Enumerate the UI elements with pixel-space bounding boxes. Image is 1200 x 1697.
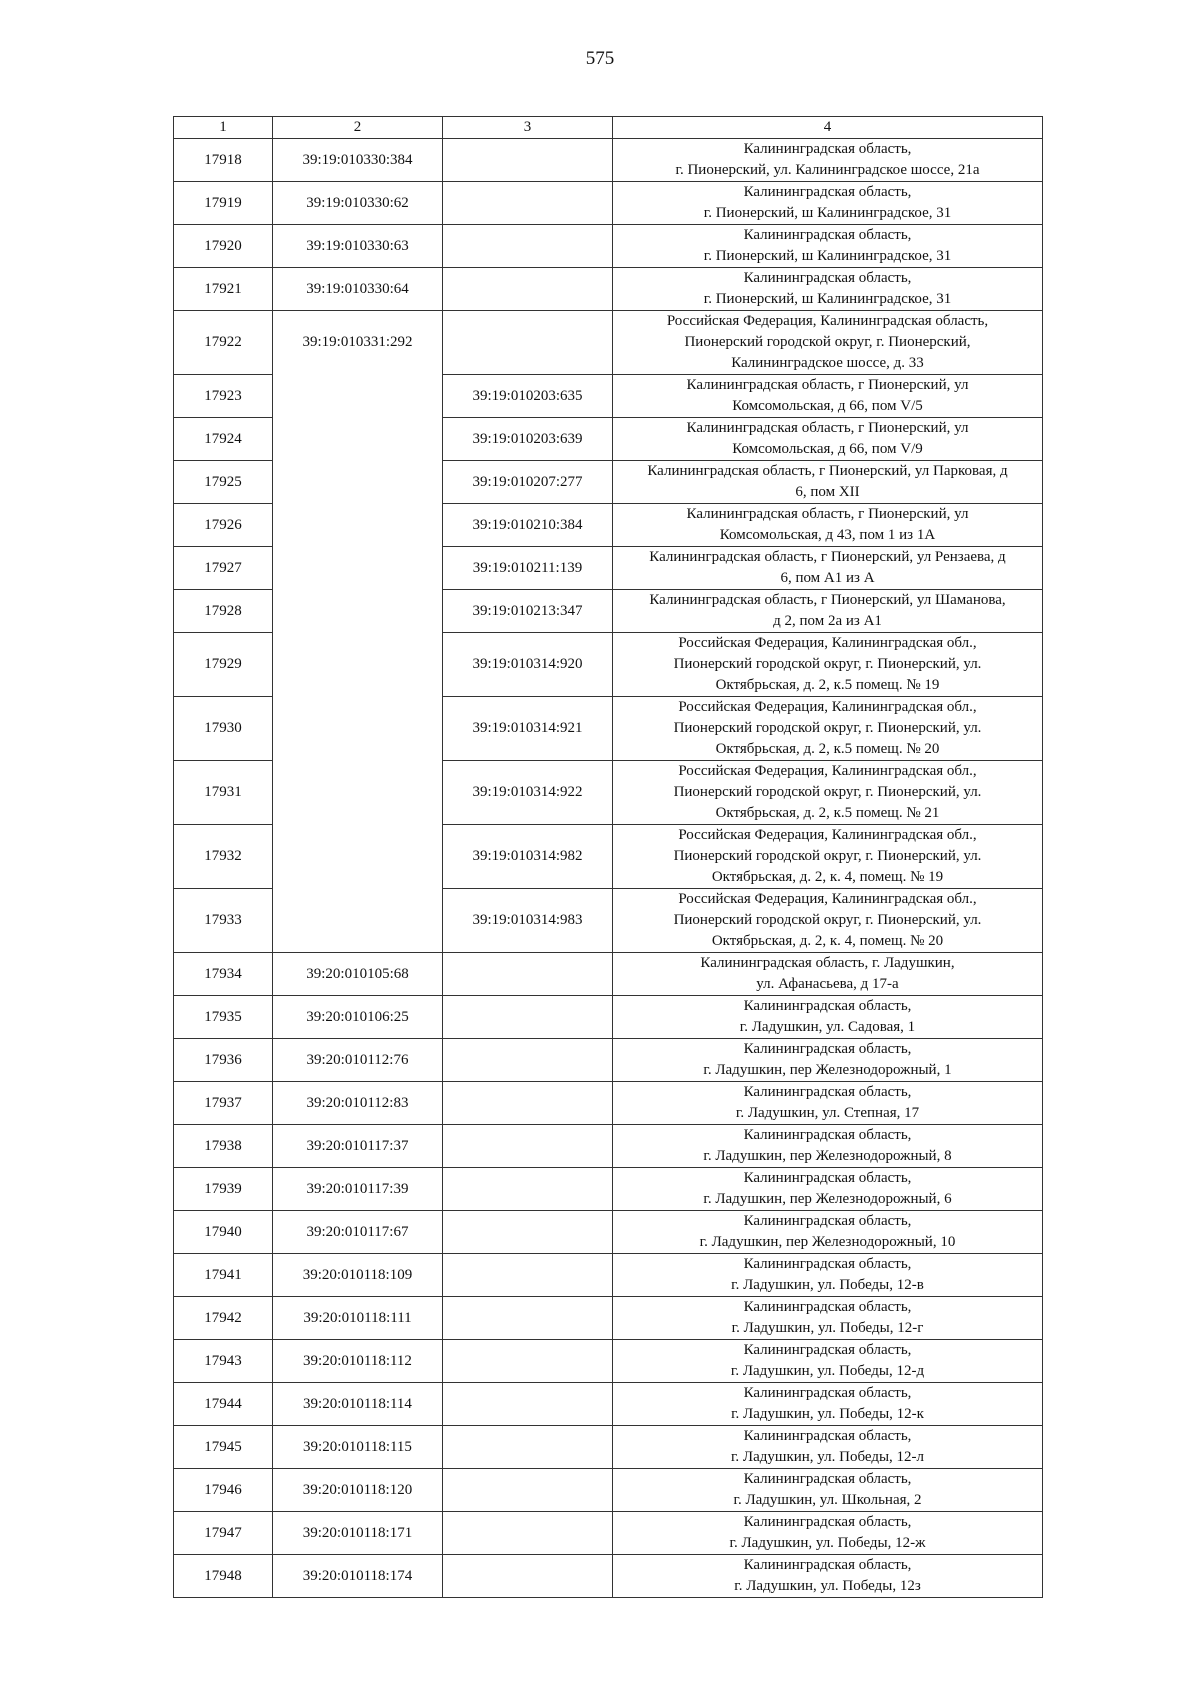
table-row [174, 996, 1043, 1039]
parent-number-cell [443, 953, 613, 996]
row-number-cell: 17922 [174, 311, 273, 375]
row-number-cell: 17944 [174, 1383, 273, 1426]
address-line: г. Ладушкин, пер Железнодорожный, 8 [703, 1148, 952, 1164]
cadastral-number-cell: 39:20:010118:109 [273, 1254, 443, 1297]
address-line: д 2, пом 2а из А1 [773, 613, 882, 629]
table-row [174, 1555, 1043, 1598]
row-number-cell: 17943 [174, 1340, 273, 1383]
parent-number-cell: 39:19:010213:347 [443, 590, 613, 633]
table-row [174, 953, 1043, 996]
address-cell [613, 590, 1043, 633]
row-number-cell: 17918 [174, 139, 273, 182]
address-cell [613, 1082, 1043, 1125]
address-cell [613, 375, 1043, 418]
table-row [174, 1125, 1043, 1168]
parent-number-cell [443, 1512, 613, 1555]
address-line: Калининградская область, г Пионерский, ул [686, 377, 969, 393]
row-number-cell: 17946 [174, 1469, 273, 1512]
address-line: Калининградская область, [743, 141, 912, 157]
address-line: г. Ладушкин, ул. Победы, 12-л [730, 1449, 925, 1465]
parent-number-cell [443, 311, 613, 375]
column-header: 1 [174, 117, 273, 139]
cadastral-number-cell: 39:19:010330:62 [273, 182, 443, 225]
row-number-cell: 17924 [174, 418, 273, 461]
address-line: Пионерский городской округ, г. Пионерский, ул. [673, 784, 982, 800]
row-number-cell: 17945 [174, 1426, 273, 1469]
address-cell [613, 1211, 1043, 1254]
address-line: Калининградская область, [743, 1084, 912, 1100]
table-row [174, 1512, 1043, 1555]
parent-number-cell [443, 139, 613, 182]
address-line: Калининградская область, г Пионерский, ул [686, 420, 969, 436]
column-header: 3 [443, 117, 613, 139]
parent-number-cell [443, 1469, 613, 1512]
address-line: Комсомольская, д 66, пом V/5 [732, 398, 923, 414]
cadastral-number-text: 39:19:010331:292 [302, 334, 413, 350]
address-cell [613, 1297, 1043, 1340]
row-number-cell: 17931 [174, 761, 273, 825]
address-cell [613, 697, 1043, 761]
address-line: Российская Федерация, Калининградская обл., [678, 635, 977, 651]
row-number-cell: 17921 [174, 268, 273, 311]
address-line: ул. Афанасьева, д 17-а [756, 976, 899, 992]
address-line: Калининградская область, [743, 1213, 912, 1229]
address-line: Калининградская область, [743, 1514, 912, 1530]
address-line: Российская Федерация, Калининградская обл., [678, 827, 977, 843]
address-cell [613, 1340, 1043, 1383]
address-line: Калининградская область, [743, 1256, 912, 1272]
table-row [174, 311, 1043, 375]
table-row [174, 1254, 1043, 1297]
address-line: 6, пом XII [795, 484, 860, 500]
address-line: г. Ладушкин, пер Железнодорожный, 10 [699, 1234, 956, 1250]
address-line: Калининградская область, [743, 1428, 912, 1444]
parent-number-cell [443, 1039, 613, 1082]
address-cell [613, 1168, 1043, 1211]
address-cell [613, 139, 1043, 182]
table-row [174, 139, 1043, 182]
address-line: г. Ладушкин, ул. Победы, 12з [734, 1578, 921, 1594]
address-line: Российская Федерация, Калининградская область, [666, 313, 989, 329]
address-line: Октябрьская, д. 2, к. 4, помещ. № 20 [711, 933, 944, 949]
table-body [174, 139, 1043, 1598]
address-line: Калининградская область, [743, 1299, 912, 1315]
cadastral-number-cell: 39:19:010330:384 [273, 139, 443, 182]
parent-number-cell [443, 1082, 613, 1125]
cadastral-number-cell: 39:20:010118:115 [273, 1426, 443, 1469]
table-header-row [174, 117, 1043, 139]
row-number-cell: 17940 [174, 1211, 273, 1254]
address-cell [613, 889, 1043, 953]
parent-number-cell: 39:19:010314:982 [443, 825, 613, 889]
address-line: 6, пом А1 из А [780, 570, 875, 586]
row-number-cell: 17926 [174, 504, 273, 547]
address-cell [613, 268, 1043, 311]
address-cell [613, 1383, 1043, 1426]
cadastral-number-cell: 39:20:010117:37 [273, 1125, 443, 1168]
address-line: Калининградская область, [743, 998, 912, 1014]
cadastral-table [173, 116, 1043, 1598]
parent-number-cell: 39:19:010203:635 [443, 375, 613, 418]
address-cell [613, 547, 1043, 590]
address-line: Октябрьская, д. 2, к.5 помещ. № 21 [715, 805, 940, 821]
address-line: г. Ладушкин, пер Железнодорожный, 1 [703, 1062, 952, 1078]
address-line: г. Ладушкин, ул. Победы, 12-в [731, 1277, 924, 1293]
address-cell [613, 953, 1043, 996]
table-row [174, 268, 1043, 311]
parent-number-cell: 39:19:010314:920 [443, 633, 613, 697]
address-line: Калининградская область, [743, 1170, 912, 1186]
address-cell [613, 761, 1043, 825]
parent-number-cell: 39:19:010314:921 [443, 697, 613, 761]
parent-number-cell: 39:19:010211:139 [443, 547, 613, 590]
row-number-cell: 17947 [174, 1512, 273, 1555]
address-line: г. Ладушкин, ул. Победы, 12-к [731, 1406, 924, 1422]
address-cell [613, 825, 1043, 889]
row-number-cell: 17925 [174, 461, 273, 504]
address-line: г. Ладушкин, ул. Победы, 12-г [731, 1320, 924, 1336]
address-line: Октябрьская, д. 2, к.5 помещ. № 19 [715, 677, 940, 693]
row-number-cell: 17942 [174, 1297, 273, 1340]
address-line: Пионерский городской округ, г. Пионерский, ул. [673, 720, 982, 736]
parent-number-cell [443, 1297, 613, 1340]
parent-number-cell [443, 182, 613, 225]
cadastral-number-cell: 39:19:010330:63 [273, 225, 443, 268]
parent-number-cell [443, 1125, 613, 1168]
table-row [174, 1426, 1043, 1469]
parent-number-cell: 39:19:010203:639 [443, 418, 613, 461]
address-line: г. Пионерский, ул. Калининградское шоссе, 21а [675, 162, 980, 178]
address-line: Калининградская область, [743, 227, 912, 243]
table-row [174, 1211, 1043, 1254]
parent-number-cell [443, 1211, 613, 1254]
parent-number-cell: 39:19:010207:277 [443, 461, 613, 504]
address-cell [613, 633, 1043, 697]
address-line: Калининградская область, [743, 1557, 912, 1573]
address-cell [613, 1469, 1043, 1512]
address-line: Калининградское шоссе, д. 33 [731, 355, 924, 371]
address-line: г. Ладушкин, ул. Школьная, 2 [733, 1492, 922, 1508]
address-line: г. Ладушкин, ул. Победы, 12-ж [729, 1535, 926, 1551]
parent-number-cell [443, 1426, 613, 1469]
address-line: г. Пионерский, ш Калининградское, 31 [703, 291, 952, 307]
address-line: Калининградская область, [743, 1471, 912, 1487]
row-number-cell: 17923 [174, 375, 273, 418]
address-line: Калининградская область, г Пионерский, ул Шаманова, [649, 592, 1006, 608]
address-line: г. Пионерский, ш Калининградское, 31 [703, 205, 952, 221]
row-number-cell: 17935 [174, 996, 273, 1039]
table-row [174, 1383, 1043, 1426]
parent-number-cell [443, 225, 613, 268]
table-row [174, 225, 1043, 268]
cadastral-number-cell: 39:20:010112:76 [273, 1039, 443, 1082]
table-row [174, 1039, 1043, 1082]
table-row [174, 1469, 1043, 1512]
parent-number-cell [443, 268, 613, 311]
row-number-cell: 17919 [174, 182, 273, 225]
row-number-cell: 17933 [174, 889, 273, 953]
address-cell [613, 996, 1043, 1039]
address-line: г. Пионерский, ш Калининградское, 31 [703, 248, 952, 264]
address-line: Калининградская область, [743, 184, 912, 200]
address-line: Калининградская область, [743, 1342, 912, 1358]
address-line: Российская Федерация, Калининградская обл., [678, 891, 977, 907]
cadastral-number-cell: 39:20:010118:111 [273, 1297, 443, 1340]
address-line: Калининградская область, [743, 1385, 912, 1401]
address-cell [613, 461, 1043, 504]
cadastral-number-cell: 39:20:010117:39 [273, 1168, 443, 1211]
parent-number-cell [443, 1383, 613, 1426]
address-cell [613, 1039, 1043, 1082]
cadastral-number-cell: 39:20:010118:174 [273, 1555, 443, 1598]
address-line: Комсомольская, д 43, пом 1 из 1А [719, 527, 936, 543]
row-number-cell: 17936 [174, 1039, 273, 1082]
row-number-cell: 17927 [174, 547, 273, 590]
row-number-cell: 17939 [174, 1168, 273, 1211]
address-line: г. Ладушкин, ул. Победы, 12-д [730, 1363, 925, 1379]
address-cell [613, 1125, 1043, 1168]
address-cell [613, 311, 1043, 375]
cadastral-number-cell: 39:19:010330:64 [273, 268, 443, 311]
address-line: Российская Федерация, Калининградская обл., [678, 763, 977, 779]
address-line: Калининградская область, г Пионерский, ул [686, 506, 969, 522]
address-cell [613, 1512, 1043, 1555]
row-number-cell: 17948 [174, 1555, 273, 1598]
cadastral-number-cell: 39:20:010118:171 [273, 1512, 443, 1555]
address-line: Пионерский городской округ, г. Пионерский, ул. [673, 656, 982, 672]
row-number-cell: 17937 [174, 1082, 273, 1125]
row-number-cell: 17934 [174, 953, 273, 996]
cadastral-number-cell: 39:20:010105:68 [273, 953, 443, 996]
column-header: 2 [273, 117, 443, 139]
address-line: Калининградская область, г Пионерский, ул Рензаева, д [649, 549, 1006, 565]
address-line: г. Ладушкин, ул. Степная, 17 [735, 1105, 920, 1121]
row-number-cell: 17941 [174, 1254, 273, 1297]
row-number-cell: 17929 [174, 633, 273, 697]
address-line: Калининградская область, г Пионерский, ул Парковая, д [647, 463, 1008, 479]
row-number-cell: 17920 [174, 225, 273, 268]
row-number-cell: 17930 [174, 697, 273, 761]
address-line: Пионерский городской округ, г. Пионерский, ул. [673, 848, 982, 864]
parent-number-cell: 39:19:010314:983 [443, 889, 613, 953]
address-line: Комсомольская, д 66, пом V/9 [732, 441, 923, 457]
table-row [174, 1297, 1043, 1340]
address-cell [613, 1254, 1043, 1297]
parent-number-cell [443, 1254, 613, 1297]
cadastral-number-cell: 39:20:010106:25 [273, 996, 443, 1039]
row-number-cell: 17932 [174, 825, 273, 889]
row-number-cell: 17938 [174, 1125, 273, 1168]
address-line: Калининградская область, г. Ладушкин, [700, 955, 955, 971]
address-line: Российская Федерация, Калининградская обл., [678, 699, 977, 715]
parent-number-cell [443, 1340, 613, 1383]
parent-number-cell [443, 996, 613, 1039]
address-line: Пионерский городской округ, г. Пионерский, [684, 334, 971, 350]
address-cell [613, 225, 1043, 268]
cadastral-number-cell: 39:20:010118:120 [273, 1469, 443, 1512]
page-number: 575 [585, 48, 615, 69]
parent-number-cell: 39:19:010314:922 [443, 761, 613, 825]
cadastral-number-cell: 39:20:010118:112 [273, 1340, 443, 1383]
table-row [174, 182, 1043, 225]
address-cell [613, 418, 1043, 461]
cadastral-number-cell: 39:20:010117:67 [273, 1211, 443, 1254]
parent-number-cell: 39:19:010210:384 [443, 504, 613, 547]
cadastral-number-cell [273, 311, 443, 953]
row-number-cell: 17928 [174, 590, 273, 633]
address-line: Пионерский городской округ, г. Пионерский, ул. [673, 912, 982, 928]
cadastral-number-cell: 39:20:010118:114 [273, 1383, 443, 1426]
cadastral-number-cell: 39:20:010112:83 [273, 1082, 443, 1125]
column-header: 4 [613, 117, 1043, 139]
address-line: г. Ладушкин, ул. Садовая, 1 [739, 1019, 916, 1035]
parent-number-cell [443, 1168, 613, 1211]
address-line: г. Ладушкин, пер Железнодорожный, 6 [703, 1191, 952, 1207]
table-row [174, 1168, 1043, 1211]
address-line: Калининградская область, [743, 270, 912, 286]
address-cell [613, 182, 1043, 225]
table-row [174, 1340, 1043, 1383]
address-line: Октябрьская, д. 2, к. 4, помещ. № 19 [711, 869, 944, 885]
table-row [174, 1082, 1043, 1125]
address-line: Октябрьская, д. 2, к.5 помещ. № 20 [715, 741, 940, 757]
address-cell [613, 1426, 1043, 1469]
address-line: Калининградская область, [743, 1127, 912, 1143]
address-line: Калининградская область, [743, 1041, 912, 1057]
address-cell [613, 504, 1043, 547]
address-cell [613, 1555, 1043, 1598]
parent-number-cell [443, 1555, 613, 1598]
